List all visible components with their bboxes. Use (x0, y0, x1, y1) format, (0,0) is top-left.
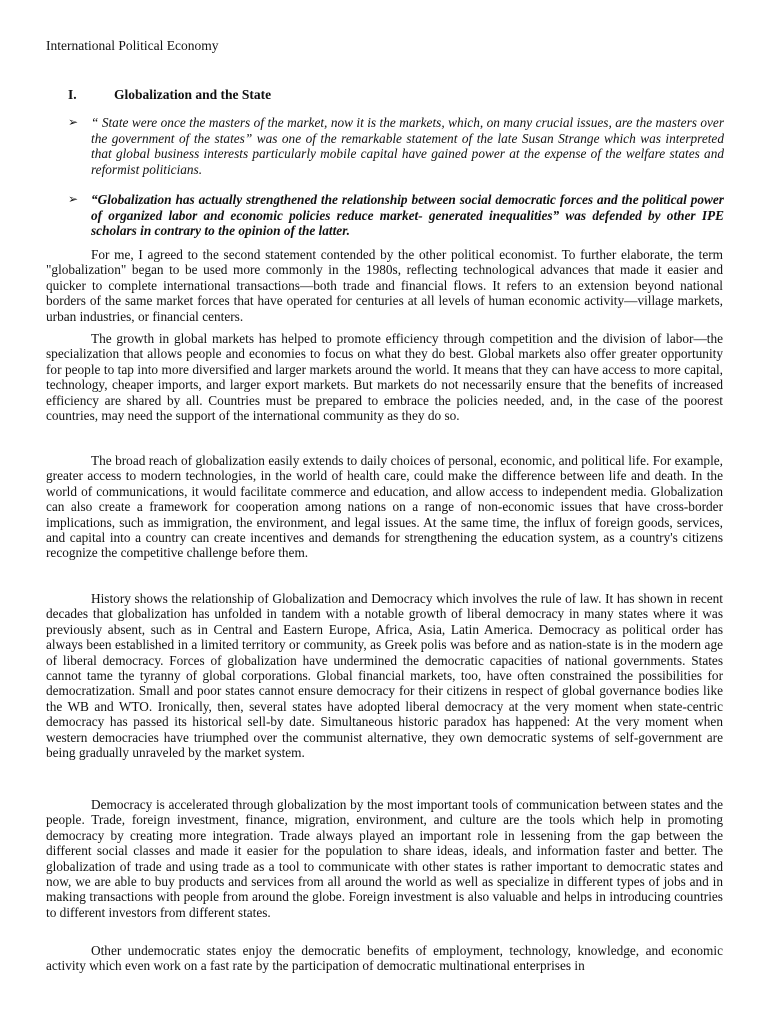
bullet-item-2 (68, 192, 724, 239)
paragraph-4: History shows the relationship of Globalization and Democracy which involves the rule of law. It has shown in recent decades that globalization has unfolded in tandem with a notable growth of liberal democracy in many states where it was previously absent, such as in Central and Eastern Europe, Africa, Asia, Latin America. Democracy as political order has always been established in a limited territory or community, as Greek polis was before and as nation-state is in the modern age of liberal democracy. Forces of globalization have undermined the democratic capacities of national governments. States cannot tame the tyranny of global corporations. Global financial markets, too, have often constrained the possibilities for democratization. Small and poor states cannot ensure democracy for their citizens in respect of global governance bodies like the WB and WTO. Ironically, then, several states have adopted liberal democracy at the very moment when state-centric democracy has passed its historical sell-by date. Simultaneous historic paradox has happened: At the very moment when western democracies have triumphed over the communist alternative, they own democratic systems of self-government are being gradually unraveled by the market system. (46, 591, 723, 761)
bullet-text: “Globalization has actually strengthened the relationship between social democratic forces and the political power of organized labor and economic policies reduce market- generated inequalities” was defended by other IPE scholars in contrary to the opinion of the latter. (91, 192, 724, 238)
paragraph-2: The growth in global markets has helped to promote efficiency through competition and the division of labor—the specialization that allows people and economies to focus on what they do best. Global markets also offer greater opportunity for people to tap into more diversified and larger markets around the world. It means that they can have access to more capital, technology, cheaper imports, and larger export markets. But markets do not necessarily ensure that the benefits of increased efficiency are shared by all. Countries must be prepared to embrace the policies needed, and, in the case of the poorest countries, may need the support of the international community as they do so. (46, 331, 723, 424)
section-heading (68, 87, 271, 103)
page-header: International Political Economy (46, 38, 219, 53)
section-title: Globalization and the State (114, 87, 272, 102)
arrow-bullet-icon: ➢ (68, 115, 79, 129)
paragraph-1: For me, I agreed to the second statement contended by the other political economist. To further elaborate, the term "globalization" began to be used more commonly in the 1980s, reflecting technological advances that made it easier and quicker to complete international transactions—both trade and financial flows. It refers to an extension beyond national borders of the same market forces that have operated for centuries at all levels of human economic activity—village markets, urban industries, or financial centers. (46, 247, 723, 324)
bullet-item-1 (68, 115, 724, 177)
paragraph-3: The broad reach of globalization easily extends to daily choices of personal, economic, and political life. For example, greater access to modern technologies, in the world of health care, could make the difference between life and death. In the world of communications, it would facilitate commerce and education, and allow access to independent media. Globalization can also create a framework for cooperation among nations on a range of non-economic issues that have cross-border implications, such as immigration, the environment, and legal issues. At the same time, the influx of foreign goods, services, and capital into a country can create incentives and demands for strengthening the education system, as a country's citizens recognize the competitive challenge before them. (46, 453, 723, 561)
paragraph-6: Other undemocratic states enjoy the democratic benefits of employment, technology, knowledge, and economic activity which even work on a fast rate by the participation of democratic multinational enterprises in (46, 943, 723, 974)
arrow-bullet-icon: ➢ (68, 192, 79, 206)
section-number: I. (68, 87, 77, 102)
bullet-text: “ State were once the masters of the market, now it is the markets, which, on many crucial issues, are the masters over the government of the states” was one of the remarkable statement of the late Susan Strange which was interpreted that global business interests particularly mobile capital have gained power at the expense of the welfare states and reformist politicians. (91, 115, 724, 177)
paragraph-5: Democracy is accelerated through globalization by the most important tools of communication between states and the people. Trade, foreign investment, finance, migration, environment, and culture are the tools which help in promoting democracy by creating more integration. Trade always played an important role in lessening from the gap between the different social classes and made it easier for the population to share ideas, ideals, and information faster and better. The globalization of trade and using trade as a tool to communicate with other states is rather important to democratic states and now, we are able to buy products and services from all around the world as well as specialize in different types of jobs and in making transactions with people from around the globe. Foreign investment is also valuable and helps in introducing countries to different investors from different states. (46, 797, 723, 920)
